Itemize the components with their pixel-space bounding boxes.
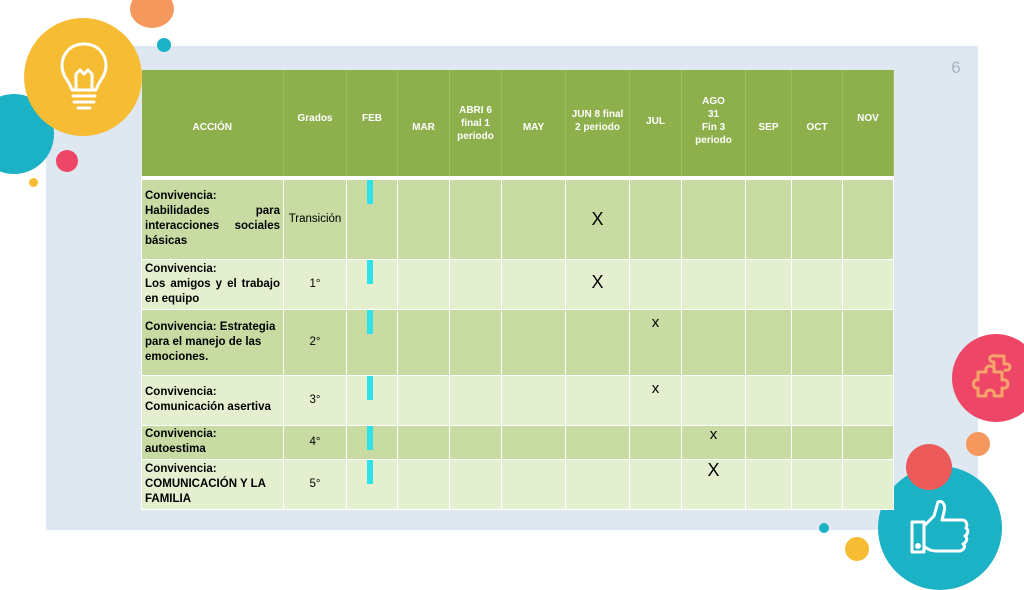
schedule-table xyxy=(141,70,894,510)
month-cell xyxy=(843,309,894,375)
feb-cell xyxy=(347,178,398,259)
grado-cell: 1° xyxy=(284,259,347,309)
header-nov: NOV xyxy=(843,70,894,178)
month-cell xyxy=(682,178,746,259)
month-cell xyxy=(502,259,566,309)
mark-cell: X xyxy=(682,459,746,509)
decor-circle xyxy=(130,0,174,28)
table-row xyxy=(142,309,894,375)
accion-cell: Convivencia: COMUNICACIÓN Y LA FAMILIA xyxy=(142,459,284,509)
progress-marker xyxy=(367,310,373,334)
month-cell xyxy=(792,178,843,259)
feb-cell xyxy=(347,375,398,425)
month-cell xyxy=(450,309,502,375)
grado-cell: 2° xyxy=(284,309,347,375)
puzzle-icon xyxy=(968,350,1024,406)
month-cell xyxy=(746,375,792,425)
month-cell xyxy=(566,459,630,509)
decor-circle xyxy=(906,444,952,490)
month-cell xyxy=(682,259,746,309)
month-cell xyxy=(450,178,502,259)
month-cell xyxy=(682,375,746,425)
header-mar: MAR xyxy=(398,70,450,178)
accion-cell: Convivencia: Los amigos y el trabajo en equipo xyxy=(142,259,284,309)
decor-circle xyxy=(819,523,829,533)
progress-marker xyxy=(367,376,373,400)
month-cell xyxy=(398,459,450,509)
progress-marker xyxy=(367,460,373,484)
month-cell xyxy=(843,375,894,425)
month-cell xyxy=(843,259,894,309)
accion-cell: Convivencia: autoestima xyxy=(142,425,284,459)
header-ago: AGO 31 Fin 3 periodo xyxy=(682,70,746,178)
progress-marker xyxy=(367,426,373,450)
feb-cell xyxy=(347,309,398,375)
header-abr: ABRI 6 final 1 periodo xyxy=(450,70,502,178)
decor-circle xyxy=(845,537,869,561)
month-cell xyxy=(792,309,843,375)
month-cell xyxy=(746,459,792,509)
accion-cell: Convivencia: Comunicación asertiva xyxy=(142,375,284,425)
month-cell xyxy=(502,425,566,459)
feb-cell xyxy=(347,259,398,309)
month-cell xyxy=(746,309,792,375)
table-header-row xyxy=(142,70,894,178)
month-cell xyxy=(450,259,502,309)
header-jul: JUL xyxy=(630,70,682,178)
month-cell xyxy=(630,425,682,459)
table-row xyxy=(142,178,894,259)
feb-cell xyxy=(347,425,398,459)
month-cell xyxy=(566,309,630,375)
month-cell xyxy=(792,259,843,309)
month-cell xyxy=(792,375,843,425)
month-cell xyxy=(398,375,450,425)
month-cell xyxy=(566,375,630,425)
month-cell xyxy=(746,259,792,309)
header-oct: OCT xyxy=(792,70,843,178)
header-grados: Grados xyxy=(284,70,347,178)
accion-cell: Convivencia: Habilidades para interacciones sociales básicas xyxy=(142,178,284,259)
month-cell xyxy=(843,459,894,509)
month-cell xyxy=(450,425,502,459)
month-cell xyxy=(566,425,630,459)
month-cell xyxy=(450,375,502,425)
month-cell xyxy=(450,459,502,509)
month-cell xyxy=(630,178,682,259)
mark-cell: x xyxy=(630,309,682,375)
month-cell xyxy=(843,178,894,259)
grado-cell: 5° xyxy=(284,459,347,509)
header-feb: FEB xyxy=(347,70,398,178)
month-cell xyxy=(502,178,566,259)
thumbs-up-icon xyxy=(906,496,974,560)
mark-cell: x xyxy=(682,425,746,459)
header-sep: SEP xyxy=(746,70,792,178)
lightbulb-icon xyxy=(52,40,116,116)
grado-cell: Transición xyxy=(284,178,347,259)
mark-cell: X xyxy=(566,178,630,259)
progress-marker xyxy=(367,260,373,284)
month-cell xyxy=(502,375,566,425)
slide-number: 6 xyxy=(951,58,961,77)
month-cell xyxy=(502,459,566,509)
grado-cell: 3° xyxy=(284,375,347,425)
header-may: MAY xyxy=(502,70,566,178)
decor-circle xyxy=(29,178,38,187)
month-cell xyxy=(502,309,566,375)
grado-cell: 4° xyxy=(284,425,347,459)
header-jun: JUN 8 final 2 periodo xyxy=(566,70,630,178)
month-cell xyxy=(398,178,450,259)
month-cell xyxy=(792,459,843,509)
month-cell xyxy=(746,425,792,459)
month-cell xyxy=(398,259,450,309)
month-cell xyxy=(843,425,894,459)
feb-cell xyxy=(347,459,398,509)
accion-cell: Convivencia: Estrategia para el manejo de las emociones. xyxy=(142,309,284,375)
month-cell xyxy=(398,309,450,375)
month-cell xyxy=(682,309,746,375)
progress-marker xyxy=(367,180,373,204)
month-cell xyxy=(630,459,682,509)
month-cell xyxy=(398,425,450,459)
decor-circle xyxy=(966,432,990,456)
header-accion: ACCIÓN xyxy=(142,70,284,178)
month-cell xyxy=(746,178,792,259)
table-row xyxy=(142,259,894,309)
decor-circle xyxy=(157,38,171,52)
table-row xyxy=(142,459,894,509)
mark-cell: x xyxy=(630,375,682,425)
mark-cell: X xyxy=(566,259,630,309)
table-row xyxy=(142,375,894,425)
month-cell xyxy=(792,425,843,459)
table-row xyxy=(142,425,894,459)
month-cell xyxy=(630,259,682,309)
decor-circle xyxy=(56,150,78,172)
